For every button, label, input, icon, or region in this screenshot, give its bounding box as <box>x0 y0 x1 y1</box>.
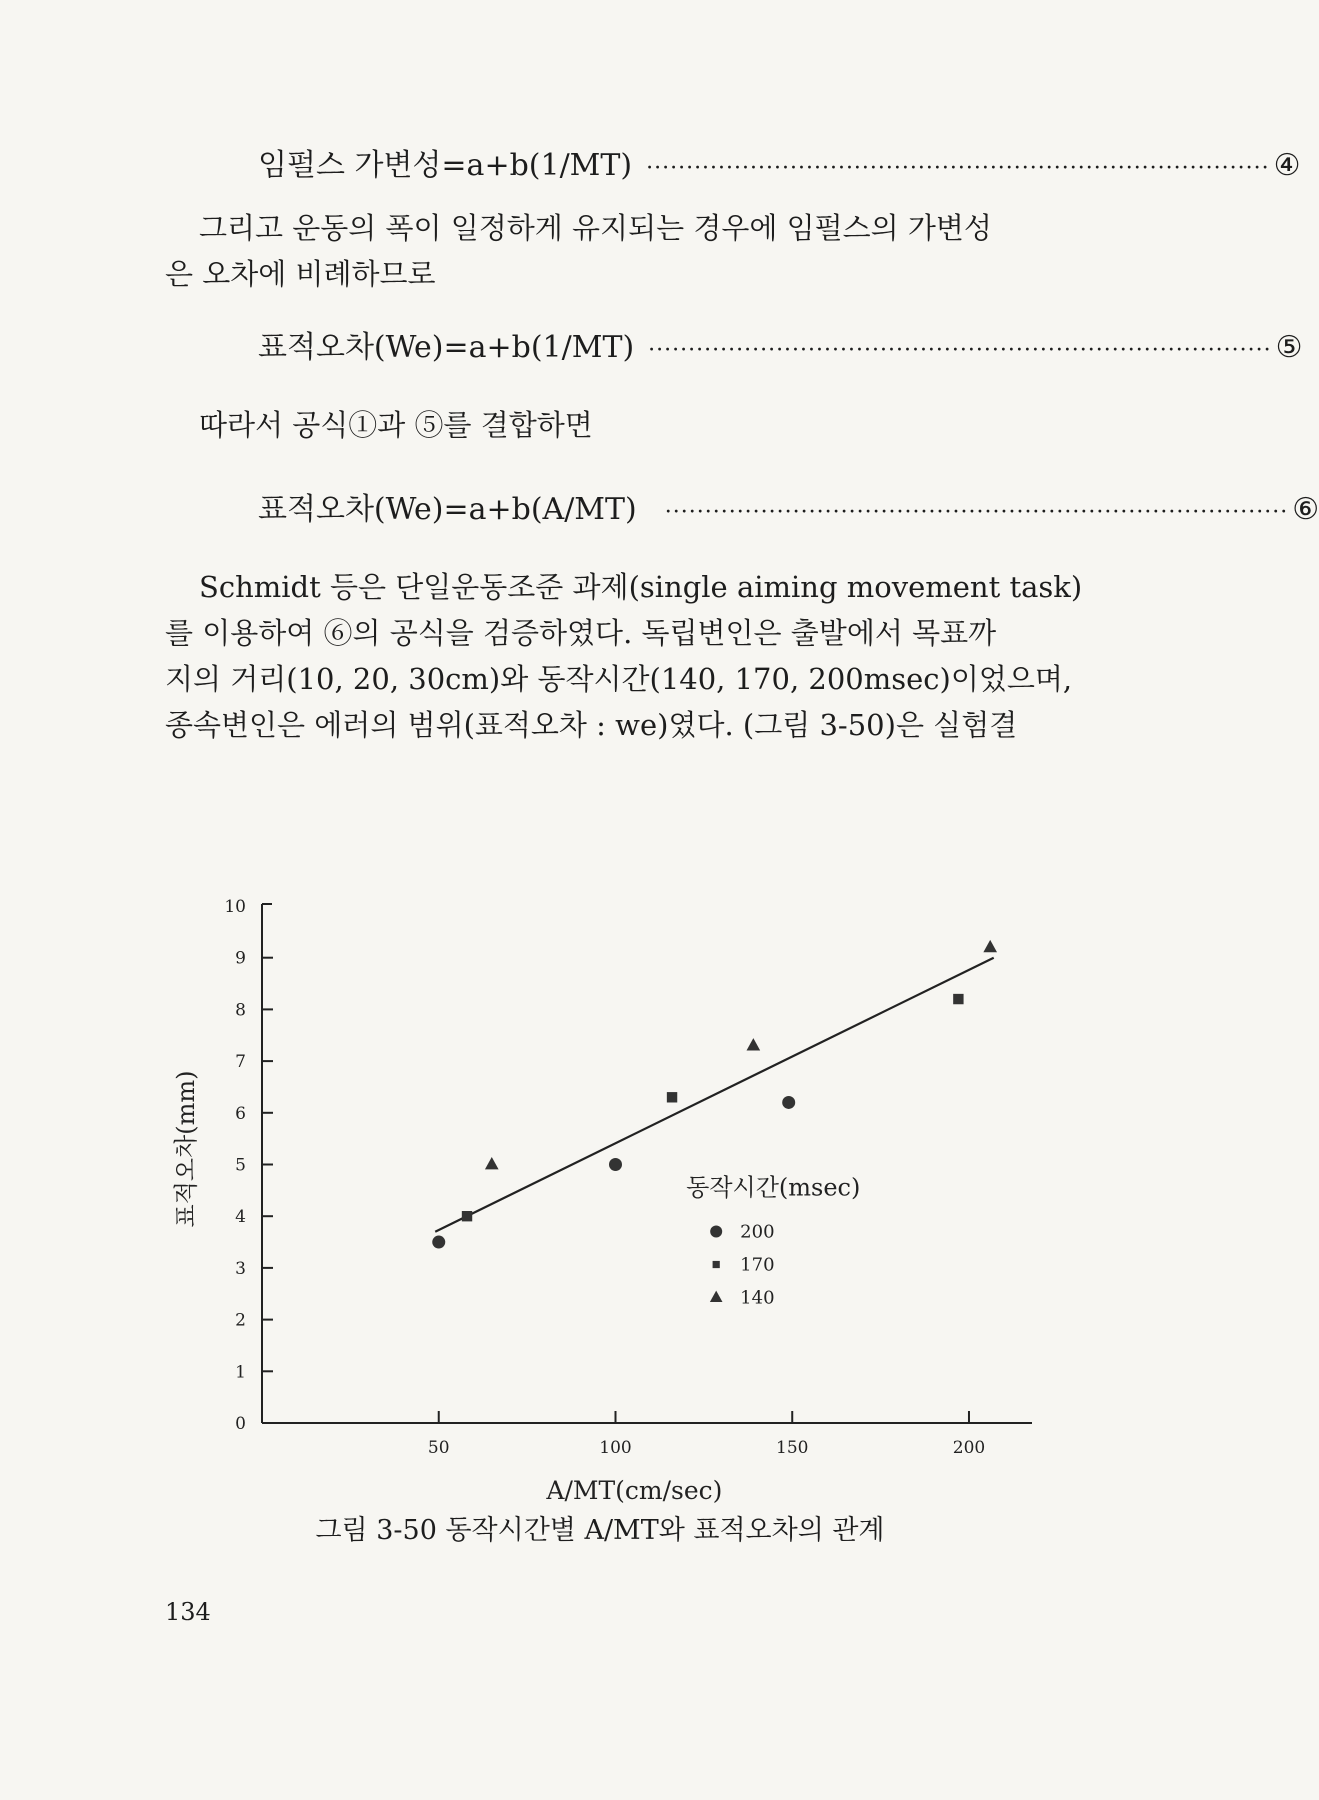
data-point-140 <box>747 1038 761 1050</box>
paragraph-1 <box>165 205 1041 297</box>
x-axis-label: A/MT(cm/sec) <box>546 1476 723 1505</box>
legend-label: 140 <box>740 1287 775 1309</box>
formula-number: ⑥ <box>1292 492 1319 527</box>
y-tick-label: 0 <box>235 1414 246 1434</box>
y-tick-label: 6 <box>235 1103 246 1124</box>
legend-label: 200 <box>740 1221 775 1243</box>
paragraph-line: 그리고 운동의 폭이 일정하게 유지되는 경우에 임펄스의 가변성 <box>199 211 992 245</box>
x-tick-label: 200 <box>952 1438 986 1458</box>
y-tick-label: 3 <box>235 1258 246 1279</box>
legend-title: 동작시간(msec) <box>686 1173 861 1202</box>
formula-expression: 임펄스 가변성=a+b(1/MT) <box>258 148 633 183</box>
figure-caption: 그림 3-50 동작시간별 A/MT와 표적오차의 관계 <box>315 1515 885 1546</box>
page-number: 134 <box>165 1598 211 1626</box>
y-tick-label: 5 <box>235 1155 246 1176</box>
paragraph-line: Schmidt 등은 단일운동조준 과제(single aiming movement task) <box>199 570 1083 604</box>
data-point-140 <box>983 940 997 952</box>
formula-expression: 표적오차(We)=a+b(1/MT) <box>258 330 635 365</box>
legend-marker-140 <box>710 1291 723 1302</box>
y-tick-label: 4 <box>235 1207 246 1228</box>
data-point-140 <box>485 1157 499 1169</box>
x-tick-label: 50 <box>427 1438 450 1458</box>
paragraph-line: 종속변인은 에러의 범위(표적오차 : we)였다. (그림 3-50)은 실험결 <box>165 708 1018 742</box>
formula-number: ④ <box>1273 148 1301 183</box>
paragraph-2 <box>165 402 1041 448</box>
data-point-200 <box>432 1236 445 1249</box>
formula-number: ⑤ <box>1275 330 1303 365</box>
y-axis-label: 표적오차(mm) <box>172 1070 200 1228</box>
data-point-200 <box>609 1158 622 1171</box>
paragraph-line: 를 이용하여 ⑥의 공식을 검증하였다. 독립변인은 출발에서 목표까 <box>165 616 997 650</box>
legend-label: 170 <box>740 1254 775 1276</box>
y-tick-label: 1 <box>235 1362 246 1383</box>
data-point-170 <box>953 994 963 1004</box>
y-tick-label: 9 <box>235 948 246 969</box>
y-tick-label: 8 <box>235 1000 246 1021</box>
scatter-chart <box>150 880 1050 1505</box>
x-tick-label: 150 <box>776 1438 809 1458</box>
paragraph-line: 지의 거리(10, 20, 30cm)와 동작시간(140, 170, 200msec)이었으며, <box>165 662 1073 696</box>
leader-dots: ·············································································· <box>664 500 1289 525</box>
legend-marker-200 <box>710 1226 722 1238</box>
x-tick-label: 100 <box>599 1438 632 1458</box>
formula-4 <box>258 140 1301 184</box>
y-tick-label: 7 <box>235 1052 246 1073</box>
y-tick-label: 10 <box>224 897 246 917</box>
paragraph-line: 은 오차에 비례하므로 <box>165 257 436 291</box>
paragraph-line: 따라서 공식①과 ⑤를 결합하면 <box>199 408 593 442</box>
formula-5 <box>258 322 1303 366</box>
paragraph-3 <box>165 564 1083 748</box>
formula-expression: 표적오차(We)=a+b(A/MT) <box>258 492 637 527</box>
leader-dots: ·············································································· <box>648 338 1272 363</box>
y-tick-label: 2 <box>235 1310 246 1331</box>
formula-6 <box>258 484 1319 528</box>
data-point-200 <box>782 1096 795 1109</box>
legend-marker-170 <box>713 1261 720 1268</box>
data-point-170 <box>462 1211 472 1221</box>
data-point-170 <box>667 1092 677 1102</box>
leader-dots: ·············································································· <box>646 156 1270 181</box>
